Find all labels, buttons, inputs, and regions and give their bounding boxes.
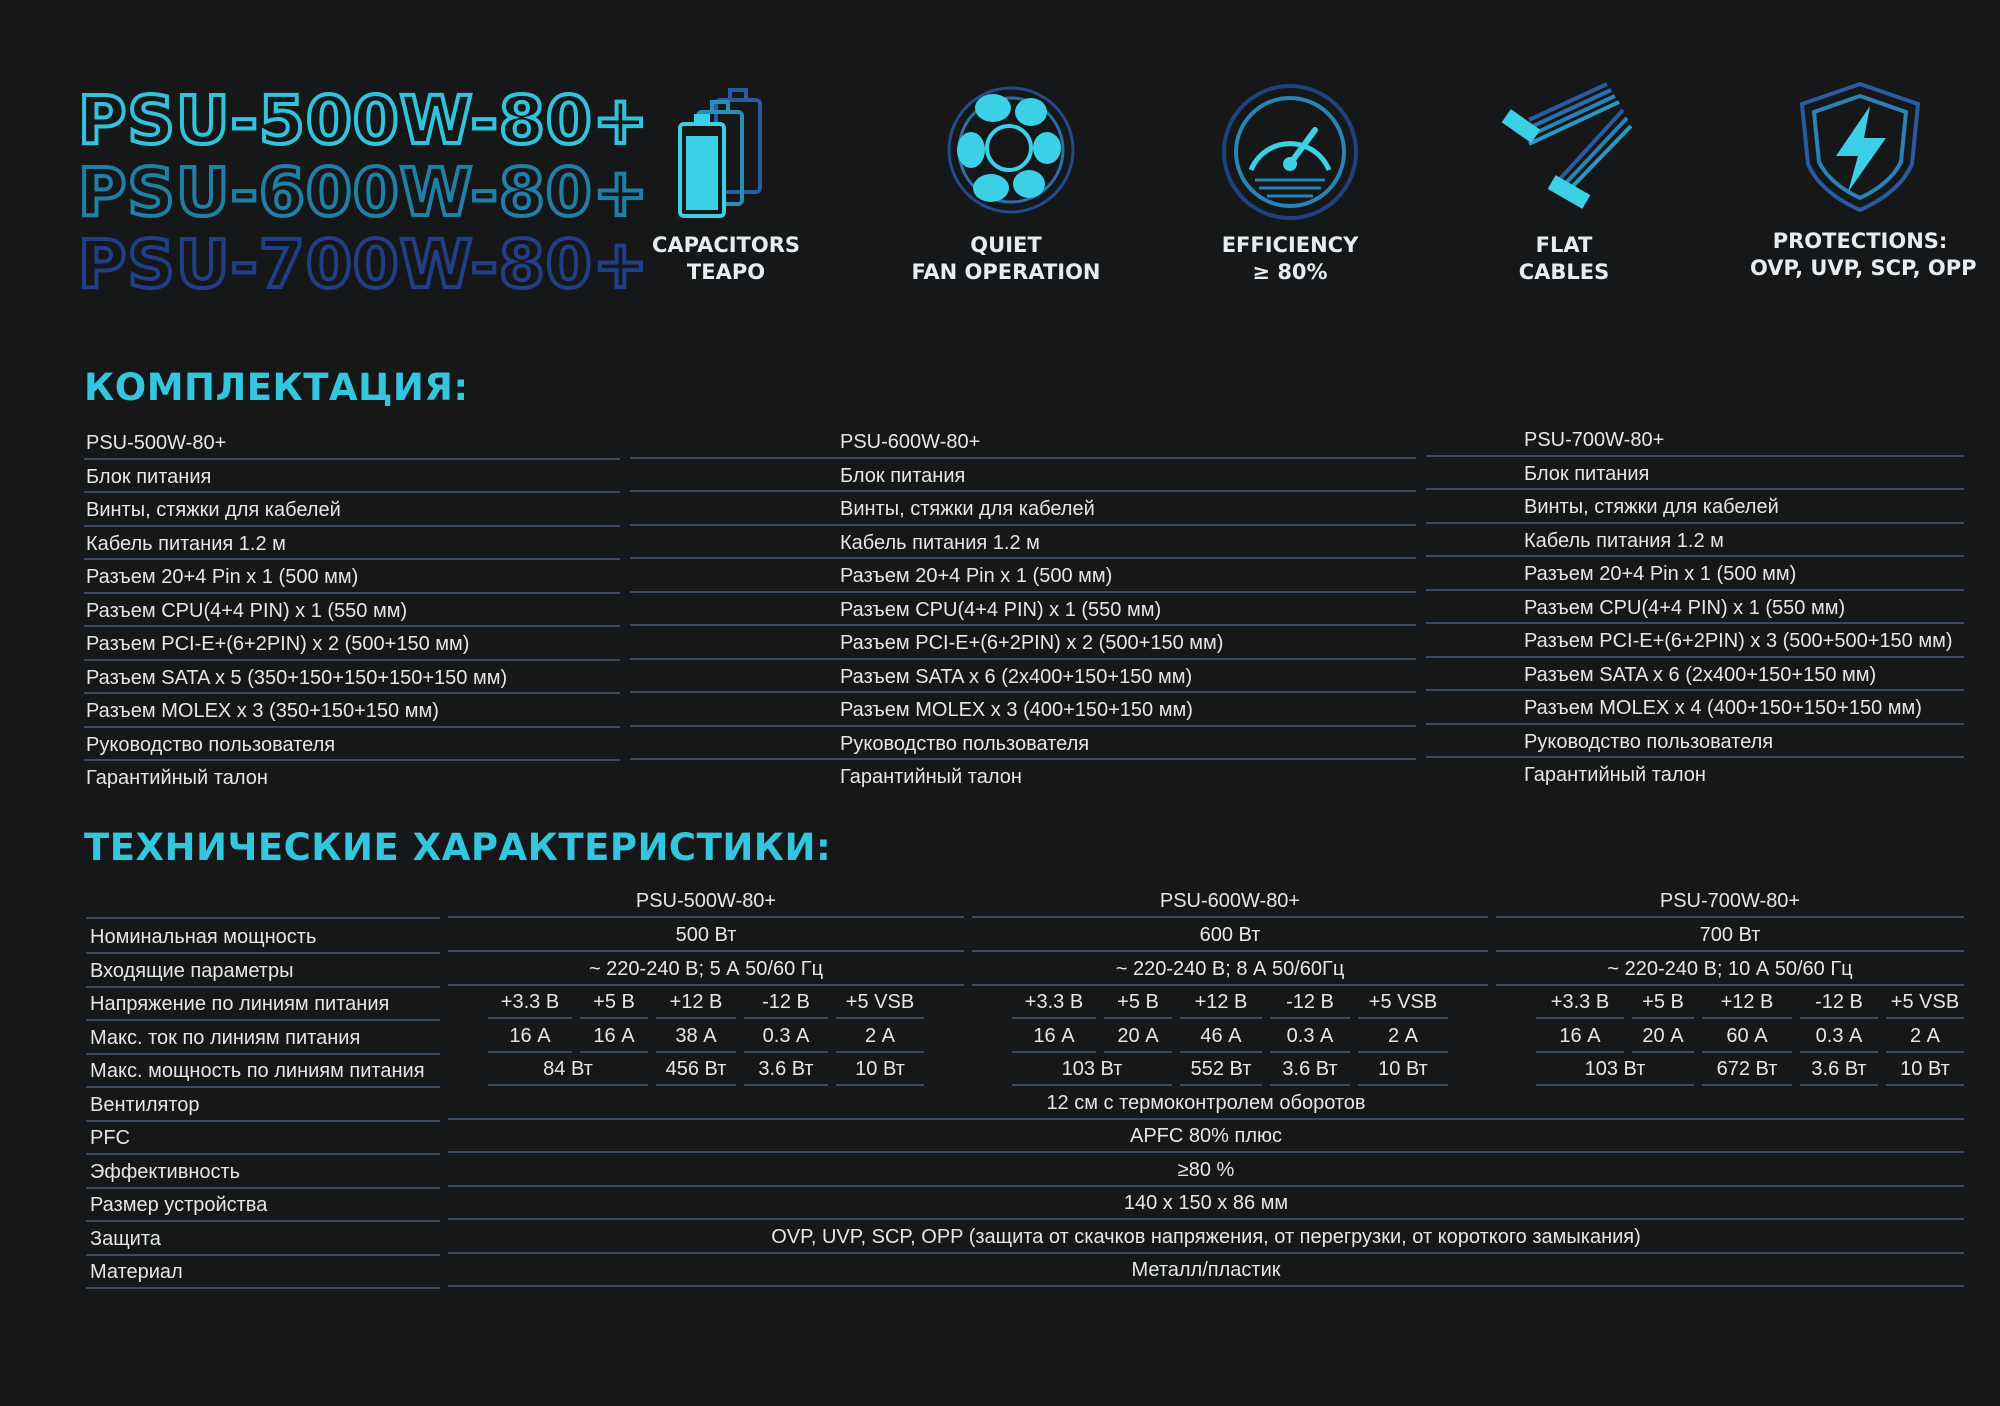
- spec-model-header: PSU-500W-80+: [448, 884, 964, 918]
- rail-current: 20 А: [1632, 1019, 1694, 1053]
- rail-current: 16 А: [580, 1019, 648, 1053]
- rail-power: 10 Вт: [1358, 1052, 1448, 1086]
- package-column-600: [630, 425, 1416, 794]
- list-item: Кабель питания 1.2 м: [1426, 524, 1964, 558]
- feature-efficiency: [1180, 80, 1400, 286]
- spec-material-value: Металл/пластик: [448, 1253, 1964, 1287]
- spec-label: Материал: [86, 1255, 440, 1289]
- rail-power: 672 Вт: [1702, 1052, 1792, 1086]
- list-item: Разъем SATA x 6 (2x400+150+150 мм): [630, 660, 1416, 694]
- spec-value: ~ 220-240 В; 10 А 50/60 Гц: [1496, 952, 1964, 986]
- package-column-700: [1426, 423, 1964, 792]
- list-item: Разъем PCI-E+(6+2PIN) x 3 (500+500+150 мм): [1426, 624, 1964, 658]
- rail-power: 84 Вт: [488, 1052, 648, 1086]
- rail-label: +5 В: [1104, 985, 1172, 1019]
- rail-label: -12 В: [744, 985, 828, 1019]
- rail-current: 0.3 А: [1800, 1019, 1878, 1053]
- rail-current: 38 А: [656, 1019, 736, 1053]
- rail-current: 2 А: [1886, 1019, 1964, 1053]
- rail-label: +5 В: [1632, 985, 1694, 1019]
- list-item: PSU-700W-80+: [1426, 423, 1964, 457]
- rail-label: +5 VSB: [1886, 985, 1964, 1019]
- list-item: PSU-600W-80+: [630, 425, 1416, 459]
- spec-label: Макс. мощность по линиям питания: [86, 1054, 440, 1088]
- spec-label: Номинальная мощность: [86, 920, 440, 954]
- spec-label: PFC: [86, 1121, 440, 1155]
- rail-power: 103 Вт: [1536, 1052, 1694, 1086]
- feature-label: EFFICIENCY ≥ 80%: [1221, 233, 1359, 284]
- list-item: Винты, стяжки для кабелей: [84, 493, 620, 527]
- list-item: Разъем PCI-E+(6+2PIN) x 2 (500+150 мм): [84, 627, 620, 661]
- feature-capacitors: [616, 80, 836, 286]
- rail-current: 46 А: [1180, 1019, 1262, 1053]
- rail-power: 552 Вт: [1180, 1052, 1262, 1086]
- rail-power: 3.6 Вт: [1800, 1052, 1878, 1086]
- spec-label: Напряжение по линиям питания: [86, 987, 440, 1021]
- spec-protection-value: OVP, UVP, SCP, OPP (защита от скачков напряжения, от перегрузки, от короткого замыкания): [448, 1220, 1964, 1254]
- rail-current: 2 А: [1358, 1019, 1448, 1053]
- shield-lightning-icon: [1790, 80, 1930, 216]
- spec-efficiency-value: ≥80 %: [448, 1153, 1964, 1187]
- list-item: Разъем 20+4 Pin x 1 (500 мм): [630, 559, 1416, 593]
- rail-label: +12 В: [1702, 985, 1792, 1019]
- rail-label: -12 В: [1270, 985, 1350, 1019]
- list-item: Руководство пользователя: [84, 728, 620, 762]
- spec-label: Защита: [86, 1222, 440, 1256]
- spec-label: Макс. ток по линиям питания: [86, 1021, 440, 1055]
- fan-icon: [931, 80, 1081, 220]
- section-title-package: КОМПЛЕКТАЦИЯ:: [84, 366, 469, 409]
- spec-pfc-value: APFC 80% плюс: [448, 1119, 1964, 1153]
- rail-current: 2 А: [836, 1019, 924, 1053]
- rail-current: 60 А: [1702, 1019, 1792, 1053]
- flat-cables-icon: [1489, 80, 1639, 220]
- list-item: Разъем MOLEX x 3 (350+150+150 мм): [84, 694, 620, 728]
- feature-label: QUIET FAN OPERATION: [911, 233, 1101, 284]
- rail-label: +3.3 В: [488, 985, 572, 1019]
- section-title-specs: ТЕХНИЧЕСКИЕ ХАРАКТЕРИСТИКИ:: [84, 826, 832, 869]
- rail-power: 3.6 Вт: [744, 1052, 828, 1086]
- rail-current: 16 А: [488, 1019, 572, 1053]
- rail-current: 16 А: [1536, 1019, 1624, 1053]
- list-item: Блок питания: [1426, 457, 1964, 491]
- feature-fan: [896, 80, 1116, 286]
- list-item: Винты, стяжки для кабелей: [1426, 490, 1964, 524]
- spec-value: ~ 220-240 В; 8 А 50/60Гц: [972, 952, 1488, 986]
- list-item: PSU-500W-80+: [84, 426, 620, 460]
- list-item: Гарантийный талон: [840, 766, 1022, 788]
- list-item: Руководство пользователя: [1426, 725, 1964, 759]
- spec-label: Вентилятор: [86, 1088, 440, 1122]
- spec-model-header: PSU-600W-80+: [972, 884, 1488, 918]
- model-title-700: PSU-700W-80+: [78, 226, 650, 303]
- package-column-500: [84, 426, 620, 795]
- rail-label: +3.3 В: [1536, 985, 1624, 1019]
- capacitors-battery-icon: [666, 80, 786, 220]
- rail-power: 10 Вт: [836, 1052, 924, 1086]
- rail-label: +12 В: [656, 985, 736, 1019]
- list-item: Кабель питания 1.2 м: [630, 526, 1416, 560]
- feature-label: PROTECTIONS: OVP, UVP, SCP, OPP: [1750, 229, 1977, 280]
- list-item: Кабель питания 1.2 м: [84, 527, 620, 561]
- list-item: Руководство пользователя: [630, 727, 1416, 761]
- spec-label: Размер устройства: [86, 1188, 440, 1222]
- spec-label: Входящие параметры: [86, 954, 440, 988]
- list-item: Блок питания: [84, 460, 620, 494]
- rail-current: 0.3 А: [744, 1019, 828, 1053]
- rail-power: 3.6 Вт: [1270, 1052, 1350, 1086]
- list-item: Разъем CPU(4+4 PIN) x 1 (550 мм): [630, 593, 1416, 627]
- rail-power: 456 Вт: [656, 1052, 736, 1086]
- model-title-500: PSU-500W-80+: [78, 82, 650, 159]
- list-item: Разъем 20+4 Pin x 1 (500 мм): [84, 560, 620, 594]
- rail-current: 0.3 А: [1270, 1019, 1350, 1053]
- list-item: Гарантийный талон: [86, 767, 268, 789]
- rail-label: +3.3 В: [1012, 985, 1096, 1019]
- rail-label: +12 В: [1180, 985, 1262, 1019]
- model-title-600: PSU-600W-80+: [78, 154, 650, 231]
- list-item: Разъем MOLEX x 4 (400+150+150+150 мм): [1426, 691, 1964, 725]
- list-item: Винты, стяжки для кабелей: [630, 492, 1416, 526]
- spec-value: 600 Вт: [972, 918, 1488, 952]
- gauge-icon: [1215, 80, 1365, 220]
- spec-model-header: PSU-700W-80+: [1496, 884, 1964, 918]
- list-item: Разъем PCI-E+(6+2PIN) x 2 (500+150 мм): [630, 626, 1416, 660]
- feature-cables: [1454, 80, 1674, 286]
- spec-fan-value: 12 см с термоконтролем оборотов: [448, 1086, 1964, 1120]
- spec-size-value: 140 x 150 x 86 мм: [448, 1186, 1964, 1220]
- list-item: Разъем CPU(4+4 PIN) x 1 (550 мм): [1426, 591, 1964, 625]
- rail-label: +5 VSB: [836, 985, 924, 1019]
- spec-value: ~ 220-240 В; 5 А 50/60 Гц: [448, 952, 964, 986]
- feature-protections: [1750, 80, 1977, 282]
- feature-label: CAPACITORS TEAPO: [651, 233, 801, 284]
- list-item: Разъем SATA x 6 (2x400+150+150 мм): [1426, 658, 1964, 692]
- rail-power: 10 Вт: [1886, 1052, 1964, 1086]
- spec-value: 700 Вт: [1496, 918, 1964, 952]
- spec-label: Эффективность: [86, 1155, 440, 1189]
- spec-value: 500 Вт: [448, 918, 964, 952]
- list-item: Разъем 20+4 Pin x 1 (500 мм): [1426, 557, 1964, 591]
- list-item: Разъем MOLEX x 3 (400+150+150 мм): [630, 693, 1416, 727]
- rail-label: +5 VSB: [1358, 985, 1448, 1019]
- feature-label: FLAT CABLES: [1518, 233, 1610, 284]
- rail-label: -12 В: [1800, 985, 1878, 1019]
- list-item: Блок питания: [630, 459, 1416, 493]
- rail-power: 103 Вт: [1012, 1052, 1172, 1086]
- rail-label: +5 В: [580, 985, 648, 1019]
- list-item: Разъем CPU(4+4 PIN) x 1 (550 мм): [84, 594, 620, 628]
- rail-current: 16 А: [1012, 1019, 1096, 1053]
- list-item: Разъем SATA x 5 (350+150+150+150+150 мм): [84, 661, 620, 695]
- rail-current: 20 А: [1104, 1019, 1172, 1053]
- spec-header-spacer: [86, 886, 440, 919]
- list-item: Гарантийный талон: [1524, 764, 1706, 786]
